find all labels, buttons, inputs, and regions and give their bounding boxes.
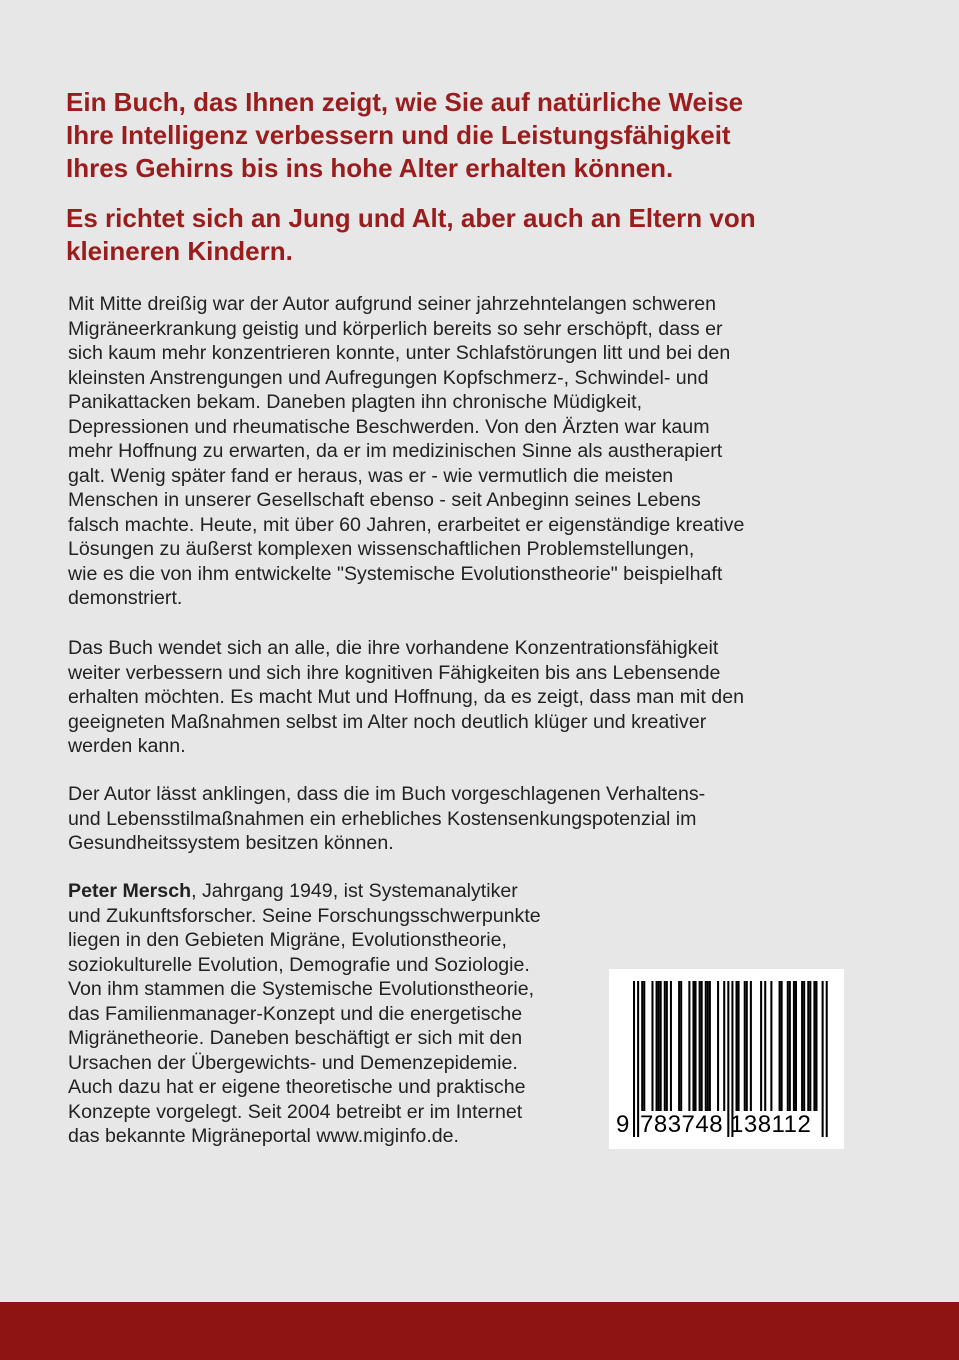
barcode-bar <box>770 981 772 1111</box>
barcode-bar <box>709 981 711 1111</box>
text-line: und Lebensstilmaßnahmen ein erhebliches Kostensenkungspotenzial im <box>68 807 697 830</box>
text-line: werden kann. <box>68 735 186 757</box>
headline-intro <box>66 86 866 185</box>
barcode-bar <box>695 981 697 1111</box>
barcode-bar <box>795 981 797 1111</box>
text-line: demonstriert. <box>68 587 183 609</box>
paragraph-cost-savings <box>68 782 868 856</box>
barcode-bar <box>738 981 740 1111</box>
barcode-bar <box>688 981 690 1111</box>
barcode-bar <box>750 981 752 1111</box>
paragraph-author-story <box>68 292 868 611</box>
author-bio-first-line: , Jahrgang 1949, ist Systemanalytiker <box>191 880 518 902</box>
barcode-bar <box>744 981 746 1111</box>
isbn-number <box>616 1111 836 1141</box>
barcode-bar <box>660 981 662 1111</box>
text-line: das bekannte Migräneportal www.miginfo.de. <box>68 1125 460 1147</box>
barcode-bar <box>787 981 789 1111</box>
author-bio <box>68 879 608 1149</box>
text-line: liegen in den Gebieten Migräne, Evolutionstheorie, <box>68 929 507 951</box>
barcode-bar <box>670 981 672 1111</box>
barcode-bar <box>807 981 809 1111</box>
barcode-bar <box>692 981 694 1111</box>
barcode-bar <box>723 981 725 1111</box>
isbn-right-group: 138112 <box>730 1111 812 1138</box>
barcode-bar <box>651 981 653 1111</box>
barcode-bar <box>781 981 783 1111</box>
text-line: das Familienmanager-Konzept und die energetische <box>68 1002 523 1025</box>
barcode-bar <box>717 981 719 1111</box>
text-line: Migräneerkrankung geistig und körperlich bereits so sehr erschöpft, dass er <box>68 317 723 340</box>
barcode-bar <box>793 981 795 1111</box>
barcode-bar <box>705 981 707 1111</box>
text-line: sich kaum mehr konzentrieren konnte, unter Schlafstörungen litt und bei den <box>68 342 731 364</box>
barcode-bar <box>764 981 766 1111</box>
barcode-bar <box>760 981 762 1111</box>
barcode-bar <box>779 981 781 1111</box>
text-line: mehr Hoffnung zu erwarten, da er im medizinischen Sinne als austherapiert <box>68 440 723 462</box>
isbn-first-digit: 9 <box>616 1111 630 1138</box>
text-line: Depressionen und rheumatische Beschwerden. Von den Ärzten war kaum <box>68 415 710 438</box>
text-line: Der Autor lässt anklingen, dass die im Buch vorgeschlagenen Verhaltens- <box>68 783 706 805</box>
text-line: wie es die von ihm entwickelte "Systemische Evolutionstheorie" beispielhaft <box>68 562 723 585</box>
barcode-bar <box>801 981 803 1111</box>
headline-line: Ein Buch, das Ihnen zeigt, wie Sie auf natürliche Weise <box>66 87 744 117</box>
barcode-bar <box>680 981 682 1111</box>
headline-audience <box>66 202 866 268</box>
text-line: Mit Mitte dreißig war der Autor aufgrund seiner jahrzehntelangen schweren <box>68 293 717 315</box>
barcode-bar <box>813 981 815 1111</box>
isbn-left-group: 783748 <box>640 1111 724 1138</box>
text-line: geeigneten Maßnahmen selbst im Alter noch deutlich klüger und kreativer <box>68 710 707 733</box>
isbn-barcode <box>609 969 844 1149</box>
headline-line: Ihre Intelligenz verbessern und die Leistungsfähigkeit <box>66 120 731 150</box>
barcode-bar <box>656 981 658 1111</box>
barcode-bar <box>678 981 680 1111</box>
text-line: soziokulturelle Evolution, Demografie und Soziologie. <box>68 953 530 976</box>
author-name: Peter Mersch <box>68 880 192 902</box>
text-line: Konzepte vorgelegt. Seit 2004 betreibt er im Internet <box>68 1100 523 1123</box>
barcode-bar <box>641 981 643 1111</box>
paragraph-audience <box>68 636 868 759</box>
text-line: Gesundheitssystem besitzen können. <box>68 832 394 854</box>
barcode-bar <box>746 981 748 1111</box>
text-line: erhalten möchten. Es macht Mut und Hoffnung, da es zeigt, dass man mit den <box>68 686 744 708</box>
text-line: kleinsten Anstrengungen und Aufregungen Kopfschmerz-, Schwindel- und <box>68 366 709 389</box>
text-line: Panikattacken bekam. Daneben plagten ihn chronische Müdigkeit, <box>68 391 643 413</box>
text-line: Menschen in unserer Gesellschaft ebenso - seit Anbeginn seines Lebens <box>68 489 701 511</box>
text-line <box>68 879 608 904</box>
barcode-bar <box>699 981 701 1111</box>
text-line: falsch machte. Heute, mit über 60 Jahren, erarbeitet er eigenständige kreative <box>68 513 745 536</box>
barcode-bar <box>658 981 660 1111</box>
footer-color-band <box>0 1302 959 1360</box>
barcode-bar <box>803 981 805 1111</box>
headline-line: Es richtet sich an Jung und Alt, aber auch an Eltern von <box>66 203 756 233</box>
headline-line: Ihres Gehirns bis ins hohe Alter erhalten können. <box>66 153 674 183</box>
barcode-bar <box>666 981 668 1111</box>
text-line: Auch dazu hat er eigene theoretische und praktische <box>68 1076 526 1098</box>
text-line: Ursachen der Übergewichts- und Demenzepidemie. <box>68 1051 518 1074</box>
barcode-bar <box>736 981 738 1111</box>
barcode-bar <box>815 981 817 1111</box>
text-line: galt. Wenig später fand er heraus, was er - wie vermutlich die meisten <box>68 464 674 487</box>
text-line: und Zukunftsforscher. Seine Forschungsschwerpunkte <box>68 904 541 927</box>
barcode-bar <box>707 981 709 1111</box>
text-line: Von ihm stammen die Systemische Evolutionstheorie, <box>68 978 535 1000</box>
barcode-bar <box>643 981 645 1111</box>
barcode-bar <box>809 981 811 1111</box>
text-line: Das Buch wendet sich an alle, die ihre vorhandene Konzentrationsfähigkeit <box>68 637 719 659</box>
barcode-bar <box>664 981 666 1111</box>
barcode-bar <box>701 981 703 1111</box>
text-line: weiter verbessern und sich ihre kognitiven Fähigkeiten bis ans Lebensende <box>68 661 721 684</box>
text-line: Migränetheorie. Daneben beschäftigt er sich mit den <box>68 1027 523 1049</box>
barcode-bar <box>789 981 791 1111</box>
headline-line: kleineren Kindern. <box>66 236 293 266</box>
text-line: Lösungen zu äußerst komplexen wissenschaftlichen Problemstellungen, <box>68 538 695 560</box>
